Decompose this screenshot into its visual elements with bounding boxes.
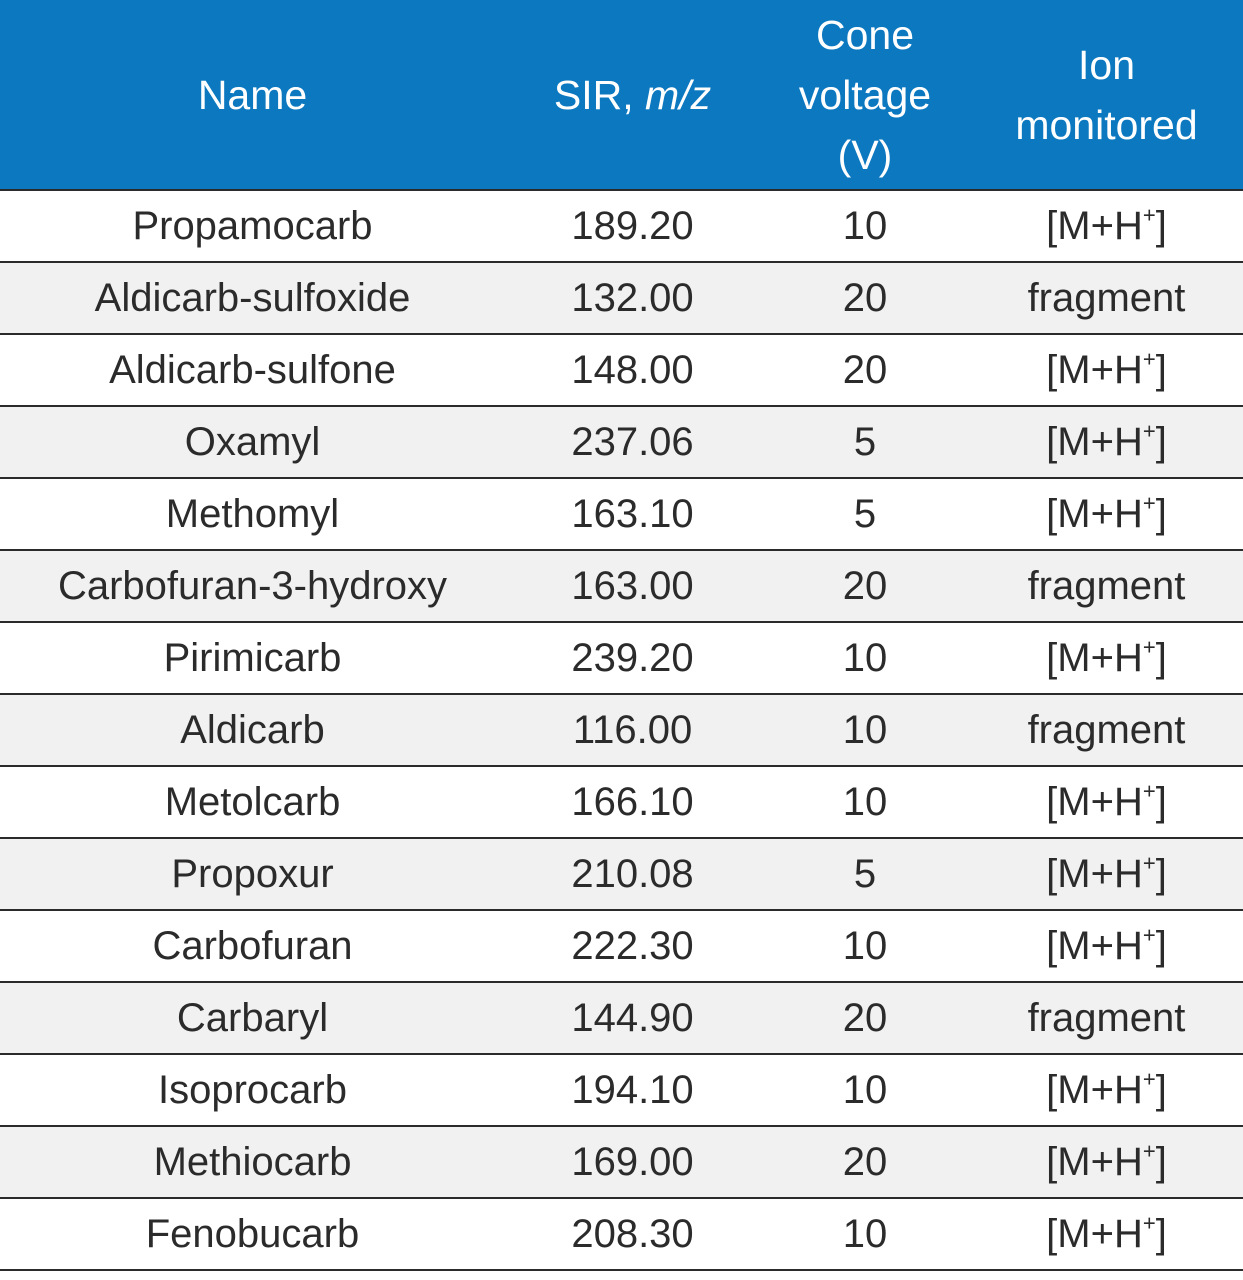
cell-ion-monitored: fragment	[970, 694, 1243, 766]
table-row	[0, 982, 1243, 1054]
ion-notation-charge: +	[1142, 1210, 1156, 1235]
cell-name: Carbofuran	[0, 910, 505, 982]
cell-name: Aldicarb	[0, 694, 505, 766]
cell-sir: 144.90	[505, 982, 760, 1054]
cell-cone-voltage: 20	[760, 550, 970, 622]
cell-ion-monitored	[970, 1198, 1243, 1270]
cell-cone-voltage: 5	[760, 478, 970, 550]
table-body	[0, 190, 1243, 1270]
cell-cone-voltage: 10	[760, 622, 970, 694]
cell-ion-monitored	[970, 1126, 1243, 1198]
ion-notation-charge: +	[1142, 1138, 1156, 1163]
ion-notation-open: [M+H	[1046, 923, 1143, 968]
cell-ion-monitored	[970, 1054, 1243, 1126]
cell-ion-monitored	[970, 478, 1243, 550]
header-cone-line-2: voltage	[798, 71, 932, 118]
header-cone-line-3: (V)	[837, 131, 893, 178]
table-row	[0, 550, 1243, 622]
cell-ion-monitored	[970, 334, 1243, 406]
ion-notation-close: ]	[1155, 419, 1167, 464]
cell-ion-monitored: fragment	[970, 982, 1243, 1054]
table-row	[0, 334, 1243, 406]
ion-notation-close: ]	[1155, 1211, 1167, 1256]
cell-cone-voltage: 20	[760, 262, 970, 334]
header-ion-line-1: Ion	[1078, 41, 1135, 88]
table-row	[0, 190, 1243, 262]
ion-notation-open: [M+H	[1046, 419, 1143, 464]
cell-name: Propoxur	[0, 838, 505, 910]
ion-notation-charge: +	[1142, 922, 1156, 947]
table-row	[0, 838, 1243, 910]
table-row	[0, 622, 1243, 694]
ion-notation-charge: +	[1142, 850, 1156, 875]
ion-notation-charge: +	[1142, 1066, 1156, 1091]
cell-ion-monitored	[970, 406, 1243, 478]
ion-notation-open: [M+H	[1046, 851, 1143, 896]
cell-sir: 169.00	[505, 1126, 760, 1198]
table-row	[0, 766, 1243, 838]
ion-notation-open: [M+H	[1046, 203, 1143, 248]
cell-ion-monitored	[970, 622, 1243, 694]
ion-notation-close: ]	[1155, 1139, 1167, 1184]
cell-cone-voltage: 10	[760, 694, 970, 766]
ion-notation-charge: +	[1142, 490, 1156, 515]
cell-cone-voltage: 5	[760, 406, 970, 478]
ion-notation-open: [M+H	[1046, 347, 1143, 392]
cell-sir: 166.10	[505, 766, 760, 838]
cell-ion-monitored	[970, 190, 1243, 262]
table-row	[0, 694, 1243, 766]
cell-ion-monitored: fragment	[970, 262, 1243, 334]
cell-name: Methiocarb	[0, 1126, 505, 1198]
cell-name: Aldicarb-sulfone	[0, 334, 505, 406]
cell-sir: 189.20	[505, 190, 760, 262]
ion-notation-open: [M+H	[1046, 1139, 1143, 1184]
cell-sir: 116.00	[505, 694, 760, 766]
cell-sir: 208.30	[505, 1198, 760, 1270]
header-name	[0, 0, 505, 190]
header-sir-unit: m/z	[645, 71, 712, 118]
cell-sir: 163.00	[505, 550, 760, 622]
cell-name: Carbofuran-3-hydroxy	[0, 550, 505, 622]
ion-notation-open: [M+H	[1046, 635, 1143, 680]
ion-notation-close: ]	[1155, 491, 1167, 536]
cell-cone-voltage: 10	[760, 190, 970, 262]
header-sir	[505, 0, 760, 190]
header-sir-prefix: SIR,	[553, 71, 646, 118]
cell-ion-monitored	[970, 838, 1243, 910]
cell-sir: 194.10	[505, 1054, 760, 1126]
ion-notation-open: [M+H	[1046, 491, 1143, 536]
table-row	[0, 1054, 1243, 1126]
table-header	[0, 0, 1243, 190]
cell-name: Propamocarb	[0, 190, 505, 262]
cell-ion-monitored: fragment	[970, 550, 1243, 622]
ion-notation-charge: +	[1142, 346, 1156, 371]
cell-sir: 222.30	[505, 910, 760, 982]
cell-sir: 210.08	[505, 838, 760, 910]
ion-notation-close: ]	[1155, 1067, 1167, 1112]
cell-sir: 239.20	[505, 622, 760, 694]
header-cone-line-1: Cone	[815, 11, 914, 58]
cell-cone-voltage: 10	[760, 766, 970, 838]
ion-notation-open: [M+H	[1046, 1067, 1143, 1112]
cell-name: Carbaryl	[0, 982, 505, 1054]
cell-name: Isoprocarb	[0, 1054, 505, 1126]
ion-notation-open: [M+H	[1046, 1211, 1143, 1256]
ion-notation-charge: +	[1142, 418, 1156, 443]
ion-notation-charge: +	[1142, 778, 1156, 803]
ion-notation-open: [M+H	[1046, 779, 1143, 824]
ion-notation-close: ]	[1155, 851, 1167, 896]
cell-ion-monitored	[970, 766, 1243, 838]
cell-cone-voltage: 20	[760, 1126, 970, 1198]
cell-name: Oxamyl	[0, 406, 505, 478]
cell-cone-voltage: 5	[760, 838, 970, 910]
ion-notation-close: ]	[1155, 203, 1167, 248]
header-ion-monitored	[970, 0, 1243, 190]
table-row	[0, 1198, 1243, 1270]
table-row	[0, 478, 1243, 550]
cell-name: Methomyl	[0, 478, 505, 550]
cell-name: Metolcarb	[0, 766, 505, 838]
cell-cone-voltage: 10	[760, 910, 970, 982]
table-row	[0, 1126, 1243, 1198]
table-row	[0, 910, 1243, 982]
header-row	[0, 0, 1243, 190]
table-row	[0, 262, 1243, 334]
cell-sir: 148.00	[505, 334, 760, 406]
ion-notation-charge: +	[1142, 634, 1156, 659]
cell-cone-voltage: 20	[760, 334, 970, 406]
ion-notation-close: ]	[1155, 635, 1167, 680]
cell-cone-voltage: 10	[760, 1054, 970, 1126]
cell-sir: 237.06	[505, 406, 760, 478]
cell-cone-voltage: 10	[760, 1198, 970, 1270]
cell-name: Pirimicarb	[0, 622, 505, 694]
cell-name: Aldicarb-sulfoxide	[0, 262, 505, 334]
ion-notation-close: ]	[1155, 347, 1167, 392]
cell-name: Fenobucarb	[0, 1198, 505, 1270]
ion-notation-close: ]	[1155, 779, 1167, 824]
cell-ion-monitored	[970, 910, 1243, 982]
header-ion-line-2: monitored	[1015, 101, 1198, 148]
cell-sir: 132.00	[505, 262, 760, 334]
header-name-label: Name	[197, 71, 308, 118]
table-row	[0, 406, 1243, 478]
ion-notation-close: ]	[1155, 923, 1167, 968]
cell-cone-voltage: 20	[760, 982, 970, 1054]
header-cone-voltage	[760, 0, 970, 190]
ion-notation-charge: +	[1142, 202, 1156, 227]
cell-sir: 163.10	[505, 478, 760, 550]
